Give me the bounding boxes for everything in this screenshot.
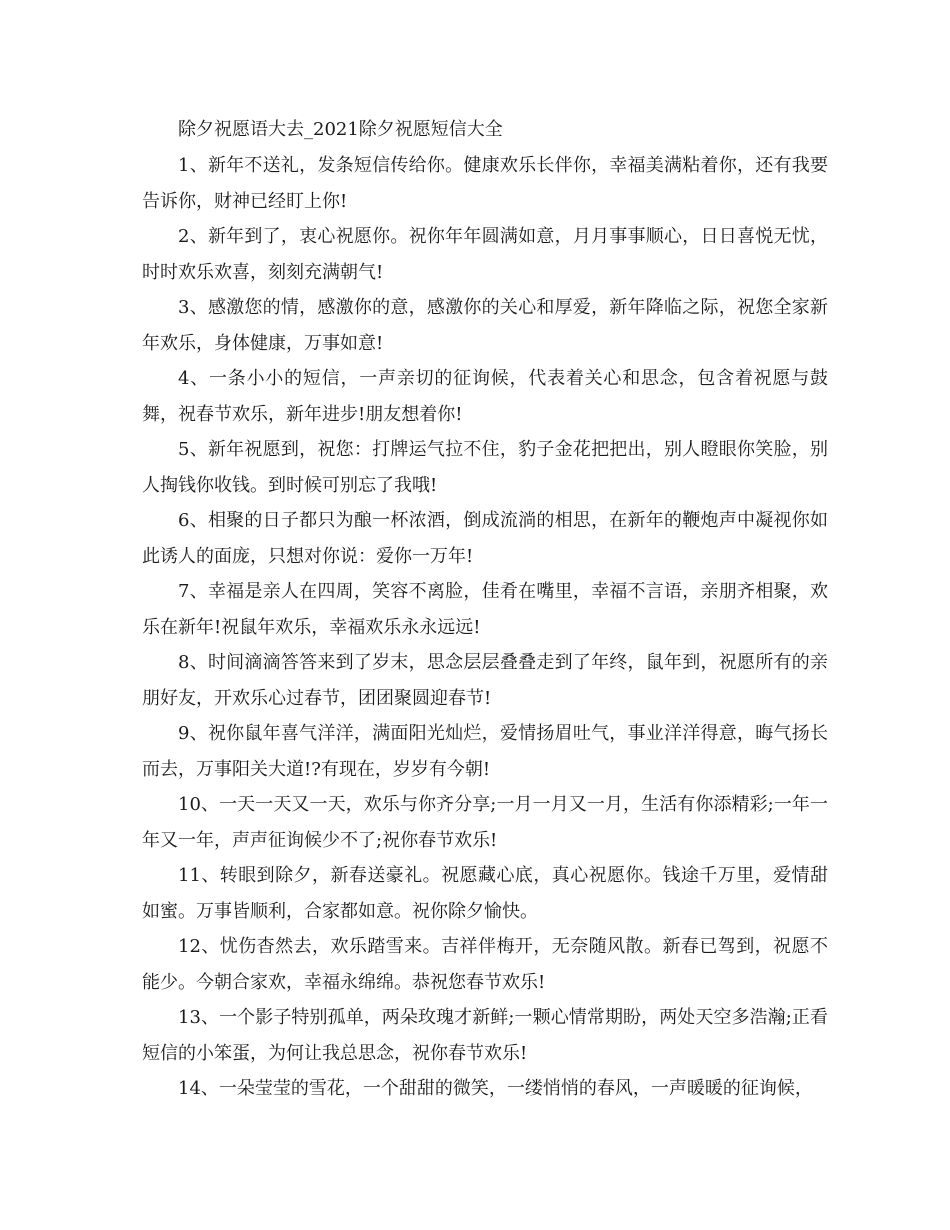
paragraph-13: 13、一个影子特别孤单，两朵玫瑰才新鲜;一颗心情常期盼，两处天空多浩瀚;正看短信的小笨蛋，为何让我总思念，祝你春节欢乐! bbox=[142, 1007, 828, 1064]
paragraph-1: 1、新年不送礼，发条短信传给你。健康欢乐长伴你，幸福美满粘着你，还有我要告诉你，财神已经盯上你! bbox=[142, 155, 828, 212]
document-title: 除夕祝愿语大去_2021除夕祝愿短信大全 bbox=[178, 119, 503, 140]
paragraph-9: 9、祝你鼠年喜气洋洋，满面阳光灿烂，爱情扬眉吐气，事业洋洋得意，晦气扬长而去，万事阳关大道!?有现在，岁岁有今朝! bbox=[142, 723, 828, 780]
paragraph-3: 3、感激您的情，感激你的意，感激你的关心和厚爱，新年降临之际，祝您全家新年欢乐，身体健康，万事如意! bbox=[142, 297, 828, 354]
paragraph-2: 2、新年到了，衷心祝愿你。祝你年年圆满如意，月月事事顺心，日日喜悦无忧，时时欢乐欢喜，刻刻充满朝气! bbox=[142, 226, 828, 283]
paragraph-11: 11、转眼到除夕，新春送豪礼。祝愿藏心底，真心祝愿你。钱途千万里，爱情甜如蜜。万事皆顺利，合家都如意。祝你除夕愉快。 bbox=[142, 865, 828, 922]
paragraph-6: 6、相聚的日子都只为酿一杯浓酒，倒成流淌的相思，在新年的鞭炮声中凝视你如此诱人的面庞，只想对你说：爱你一万年! bbox=[142, 510, 828, 567]
paragraph-7: 7、幸福是亲人在四周，笑容不离脸，佳肴在嘴里，幸福不言语，亲朋齐相聚，欢乐在新年!祝鼠年欢乐，幸福欢乐永永远远! bbox=[142, 581, 828, 638]
paragraph-12: 12、忧伤杳然去，欢乐踏雪来。吉祥伴梅开，无奈随风散。新春已驾到，祝愿不能少。今朝合家欢，幸福永绵绵。恭祝您春节欢乐! bbox=[142, 936, 828, 993]
paragraph-14: 14、一朵莹莹的雪花，一个甜甜的微笑，一缕悄悄的春风，一声暖暖的征询候， bbox=[178, 1078, 813, 1099]
paragraph-5: 5、新年祝愿到，祝您：打牌运气拉不住，豹子金花把把出，别人瞪眼你笑脸，别人掏钱你收钱。到时候可别忘了我哦! bbox=[142, 439, 828, 496]
paragraph-8: 8、时间滴滴答答来到了岁末，思念层层叠叠走到了年终，鼠年到，祝愿所有的亲朋好友，开欢乐心过春节，团团聚圆迎春节! bbox=[142, 652, 828, 709]
paragraph-10: 10、一天一天又一天，欢乐与你齐分享;一月一月又一月，生活有你添精彩;一年一年又一年，声声征询候少不了;祝你春节欢乐! bbox=[142, 794, 828, 851]
paragraph-4: 4、一条小小的短信，一声亲切的征询候，代表着关心和思念，包含着祝愿与鼓舞，祝春节欢乐，新年进步!朋友想着你! bbox=[142, 368, 828, 425]
document-body bbox=[142, 148, 828, 1107]
